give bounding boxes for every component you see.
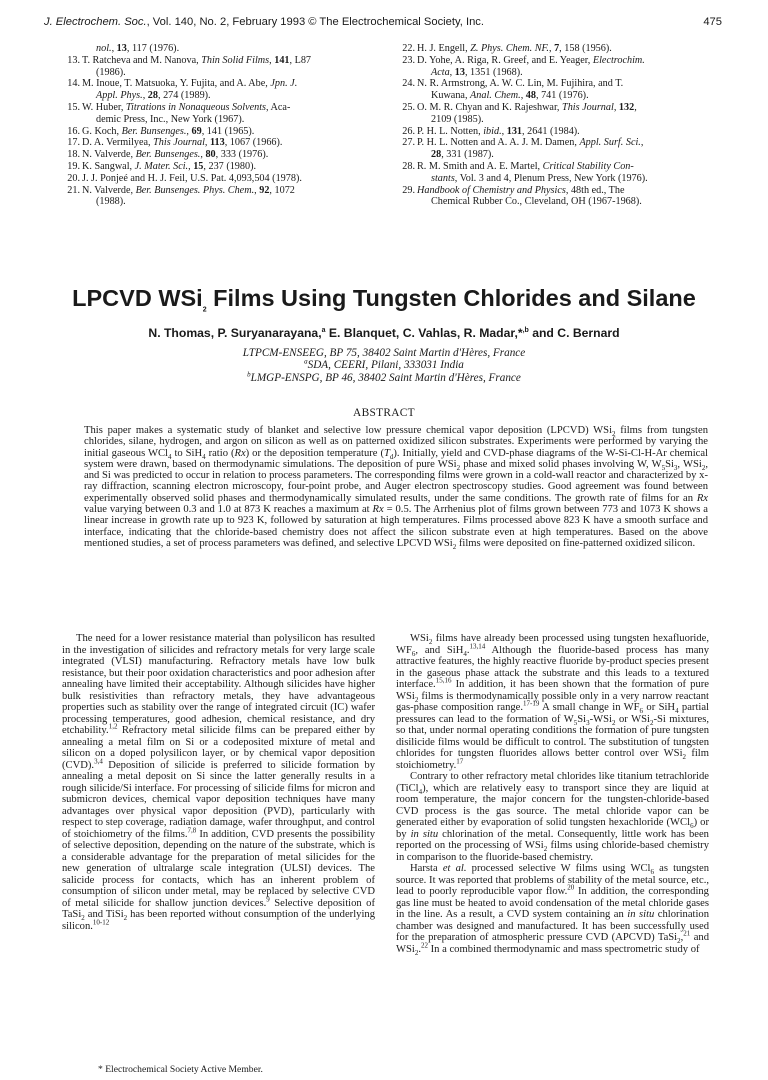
- reference-item: 27. P. H. L. Notten and A. A. J. M. Damen, Appl. Surf. Sci., 28, 331 (1987).: [402, 137, 644, 161]
- reference-item: 23. D. Yohe, A. Riga, R. Greef, and E. Yeager, Electrochim. Acta, 13, 1351 (1968).: [402, 54, 645, 78]
- affiliations: [0, 347, 768, 384]
- reference-item: 29. Handbook of Chemistry and Physics, 48th ed., The Chemical Rubber Co., Cleveland, OH (1967-1968).: [402, 184, 642, 208]
- body-paragraph: Harsta et al. processed selective W films using WCl$_6$ as tungsten source. It was reported that problems of stability of the metal source, etc., lead to poorly reproducible vapor flow.$^{20}$ In addition, the corresponding gas line must be heated to avoid condensation of the metal chloride gases in the line. As a result, a CVD system containing an in situ chlorination chamber was designed and manufactured. It has been successfully used for the preparation of atmospheric pressure CVD (APCVD) TaSi$_2$,$^{21}$ and WSi$_2$.$^{22}$ In a combined thermodynamic and mass spectrometric study of: [396, 863, 710, 957]
- running-header: [44, 16, 722, 32]
- body-paragraph: WSi$_2$ films have already been processed using tungsten hexafluoride, $WF_6$, and SiH$_4$.$^{13,14}$ Although the fluoride-based process has many attractive features, the highly reactive fluoride by-product species present in the gaseous phase attack the substrate and this leads to a textured interface.$^{15,16}$ In addition, it has been shown that the formation of pure WSi$_2$ films is thermodynamically possible only in a very narrow reactant gas-phase composition range.$^{17-19}$ A small change in $WF_6$ or SiH$_4$ partial pressures can lead to the formation of $W_5Si_3-WSi_2$ or WSi$_2$-Si mixtures, so that, under normal operating conditions the formation of pure tungsten disilicide films would be difficult to control. The substitution of tungsten chlorides for tungsten fluorides allows better control over WSi$_2$ film stoichiometry.$^{17}$: [396, 633, 710, 771]
- abstract-heading: ABSTRACT: [353, 407, 415, 419]
- reference-item: 15. W. Huber, Titrations in Nonaqueous Solvents, Aca- demic Press, Inc., New York (1967).: [67, 101, 291, 125]
- body-column-left: [62, 633, 375, 932]
- reference-item: 13. T. Ratcheva and M. Nanova, Thin Solid Films, 141, L87 (1986).: [67, 54, 312, 78]
- page-number: 475: [703, 16, 722, 28]
- footnote: * Electrochemical Society Active Member.: [98, 1064, 263, 1075]
- reference-item: 18. N. Valverde, Ber. Bunsenges., 80, 333 (1976).: [67, 149, 269, 161]
- reference-item: 25. O. M. R. Chyan and K. Rajeshwar, This Journal, 132, 2109 (1985).: [402, 101, 637, 125]
- reference-item: 28. R. M. Smith and A. E. Martel, Critical Stability Con- stants, Vol. 3 and 4, Plenum Press, New York (1976).: [402, 160, 648, 184]
- body-column-right: [396, 633, 709, 955]
- reference-item: nol., 13, 117 (1976).: [96, 43, 180, 54]
- reference-item: 24. N. R. Armstrong, A. W. C. Lin, M. Fujihira, and T. Kuwana, Anal. Chem., 48, 741 (1976).: [402, 78, 624, 102]
- body-paragraph: Contrary to other refractory metal chlorides like titanium tetrachloride (TiCl$_4$), which are relatively easy to transport since they are liquid at room temperature, the major concern for the tungsten-chloride-based CVD process is the gas source. The metal chloride vapor can be generated either by evaporation of solid tungsten hexachloride (WCl$_6$) or by in situ chlorination of the metal. Consequently, little work has been reported on the processing of WSi$_2$ films using chloride-based chemistry in comparison to the fluoride-based chemistry.: [396, 771, 709, 863]
- author-list: N. Thomas, P. Suryanarayana,$^a$ E. Blanquet, C. Vahlas, R. Madar,*$^{,b}$ and C. Bernard: [148, 326, 620, 340]
- abstract-text: This paper makes a systematic study of blanket and selective low pressure chemical vapor deposition (LPCVD) WSi$_2$ films from tungsten chlorides, silane, hydrogen, and argon on silicon as well as on patterned oxidized silicon substrates. Experiments were performed by varying the initial gaseous WCl$_4$ to SiH$_4$ ratio (Rx) or the deposition temperature $(T_d)$. Initially, yield and CVD-phase diagrams of the W-Si-Cl-H-Ar chemical system were drawn, based on thermodynamic simulations. The deposition of pure WSi$_2$ phase and mixed solid phases involving W, $W_5Si_3$, WSi$_2$, and Si was predicted to occur in relation to process parameters. The corresponding films were grown in a cold-wall reactor and characterized by x-ray diffraction, scanning electron microscopy, four-point probe, and Auger electron spectroscopy studies. Good agreement was found between experimentally observed solid phases and thermodynamically simulated results, under the same conditions. The growth rate of films for an Rx value varying between 0.3 and 1.0 at 873 K reaches a maximum at Rx = 0.5. The Arrhenius plot of films grown between 773 and 1073 K shows a linear increase in growth rate up to 923 K, followed by saturation at high temperatures. Films processed above 823 K have a smooth surface and interface, indicating that the chloride-based chemistry does not affect the silicon substrate even at high temperatures. Based on the above mentioned studies, a set of process parameters was defined, and selective LPCVD WSi$_2$ films were deposited on fine-patterned oxidized silicon.: [84, 425, 708, 552]
- affiliation-primary: LTPCM-ENSEEG, BP 75, 38402 Saint Martin d'Hères, France: [242, 347, 526, 359]
- reference-item: 26. P. H. L. Notten, ibid., 131, 2641 (1984).: [402, 125, 580, 137]
- reference-item: 19. K. Sangwal, J. Mater. Sci., 15, 237 (1980).: [67, 160, 257, 172]
- article-title: LPCVD WSi$_2$ Films Using Tungsten Chlorides and Silane: [72, 285, 696, 314]
- reference-item: 20. J. J. Ponjeé and H. J. Feil, U.S. Pat. 4,093,504 (1978).: [67, 172, 302, 184]
- reference-item: 17. D. A. Vermilyea, This Journal, 113, 1067 (1966).: [67, 137, 283, 149]
- reference-item: 14. M. Inoue, T. Matsuoka, Y. Fujita, and A. Abe, Jpn. J. Appl. Phys., 28, 274 (1989).: [67, 78, 298, 102]
- journal-citation: J. Electrochem. Soc., Vol. 140, No. 2, February 1993 © The Electrochemical Society, Inc.: [44, 16, 484, 28]
- references-right: [397, 43, 727, 208]
- body-paragraph: The need for a lower resistance material than polysilicon has resulted in the investigation of silicides and refractory metals for very large scale integrated (VLSI) manufacturing. Refractory metals have low bulk resistance, but their poor oxidation characteristics and poor adhesion after annealing have limited their acceptability. Although silicides have higher bulk resistivities than refractory metals, they have advantageous properties such as stability over the range of integrated circuit (IC) wafer processing temperatures, good adhesion, chemical resistance, and dry etchability.$^{1,2}$ Refractory metal silicide films can be prepared either by annealing a metal film on Si or a codeposited mixture of metal and silicon on a doped polysilicon layer, or by chemical vapor deposition (CVD).$^{3,4}$ Deposition of silicide is preferred to silicide formation by annealing a metal deposit on Si since the latter generally results in a rough silicide/Si interface. For processing of silicide films for micron and submicron devices, chemical vapor deposition techniques have many advantages over physical vapor deposition (PVD), particularly with respect to step coverage, radiation damage, wafer throughput, and control of stoichiometry of the films.$^{7,8}$ In addition, CVD presents the possibility of selective deposition, depending on the nature of the substrate, which is a considerable advantage for the preparation of metal silicides for the new generation of ultralarge scale integration (ULSI) devices. The salicide process for contacts, which has an inherent problem of consumption of silicon under metal, may be replaced by selective CVD of metal silicide for shallow junction devices.$^9$ Selective deposition of TaSi$_2$ and TiSi$_2$ has been reported without consumption of the underlying silicon.$^{10-12}$: [62, 633, 375, 932]
- affiliation-a: $^a$SDA, CEERI, Pilani, 333031 India: [304, 357, 464, 372]
- affiliation-b: $^b$LMGP-ENSPG, BP 46, 38402 Saint Martin d'Hères, France: [247, 370, 521, 384]
- reference-item: 16. G. Koch, Ber. Bunsenges., 69, 141 (1965).: [67, 125, 255, 137]
- reference-item: 22. H. J. Engell, Z. Phys. Chem. NF., 7, 158 (1956).: [402, 43, 612, 54]
- references-left: [62, 43, 392, 208]
- reference-item: 21. N. Valverde, Ber. Bunsenges. Phys. Chem., 92, 1072 (1988).: [67, 184, 295, 208]
